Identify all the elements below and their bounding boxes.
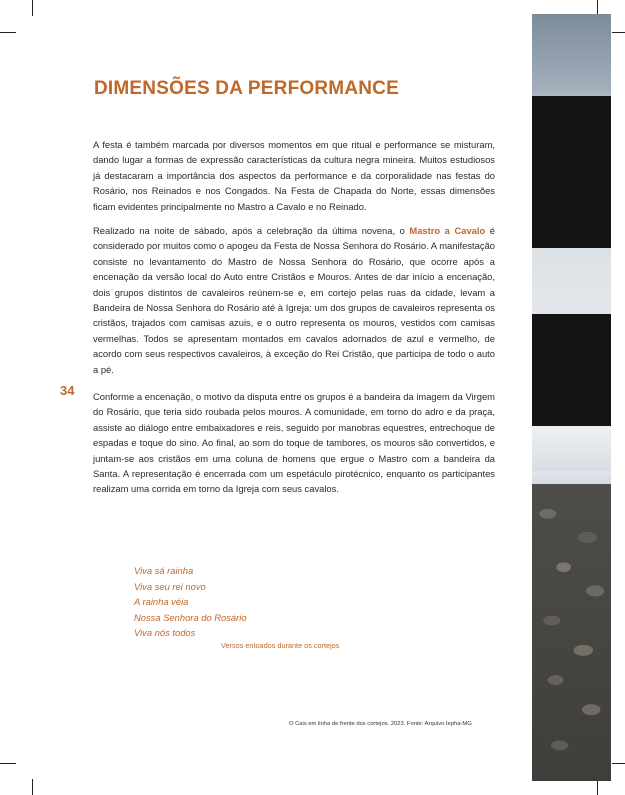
verse-block (134, 563, 247, 641)
paragraph-intro: A festa é também marcada por diversos momentos em que ritual e performance se misturam, dando lugar a formas de expressão características da cultura negra mineira. Muitos estudiosos já destacaram a importância dos aspectos da performance e da corporalidade nas festas do Rosário, nos Reinados e nos Congados. Na Festa de Chapada do Norte, essas dimensões ficam evidentes principalmente no Mastro a Cavalo e no Reinado. (93, 139, 495, 212)
crop-mark (0, 32, 16, 33)
crop-mark (597, 779, 598, 795)
photo-cobblestones (532, 484, 611, 781)
paragraph-text: é considerado por muitos como o apogeu da Festa de Nossa Senhora do Rosário. A manifestação consiste no levantamento do Mastro de Nossa Senhora do Rosário, que ocorre após a encenação da versão local do Auto entre Cristãos e Mouros. Antes de dar início a encenação, dois grupos distintos de cavaleiros reúnem-se e, em cortejo pelas ruas da cidade, levam a Bandeira de Nossa Senhora do Rosário até à Igreja: um dos grupos de cavaleiros representa os cristãos, trajados com camisas azuis, e o outro representa os mouros, vestidos com camisas vermelhas. Todos se apresentam montados em cavalos adornados de azul e vermelho, de acordo com seus respectivos cavaleiros, à exceção do Rei Cristão, que participa de todo o auto a pé. (93, 225, 495, 375)
highlight-term: Mastro a Cavalo (409, 225, 486, 236)
paragraph-encenacao: Conforme a encenação, o motivo da disputa entre os grupos é a bandeira da imagem da Virgem do Rosário, que teria sido roubada pelos mouros. A comunidade, em torno do adro e da praça, assiste ao diálogo entre embaixadores e reis, seguido por manobras equestres, entrechoque de espadas e toque do sino. Ao final, ao som do toque de tambores, os mouros são convertidos, e juntam-se aos cristãos em uma coluna de homens que ergue o Mastro com a bandeira da Santa. A representação é encerrada com um espetáculo pirotécnico, enquanto os participantes realizam uma corrida em torno da Igreja com seus cavalos. (93, 391, 495, 495)
crop-mark (612, 32, 625, 33)
page-title: DIMENSÕES DA PERFORMANCE (94, 78, 399, 99)
photo-credit: O Cais em linha de frente dos cortejos. 2023. Fonte: Arquivo Iepha-MG (289, 721, 472, 727)
verse-line: Viva sá rainha (134, 565, 194, 576)
photo-dark-band (532, 314, 611, 426)
page-number: 34 (60, 383, 75, 398)
paragraph-text: Realizado na noite de sábado, após a celebração da última novena, o (93, 225, 410, 236)
verse-line: A rainha véia (134, 596, 189, 607)
crop-mark (612, 763, 625, 764)
paragraph-mastro (93, 223, 495, 377)
photo-rail (532, 426, 611, 471)
verse-caption: Versos entoados durante os cortejos (221, 641, 340, 650)
verse-line: Viva nós todos (134, 627, 196, 638)
photo-dark-band (532, 96, 611, 248)
crop-mark (32, 779, 33, 795)
verse-line: Nossa Senhora do Rosário (134, 611, 247, 623)
side-photo (532, 14, 611, 781)
crop-mark (0, 763, 16, 764)
crop-mark (32, 0, 33, 16)
verse-line: Viva seu rei novo (134, 580, 206, 592)
